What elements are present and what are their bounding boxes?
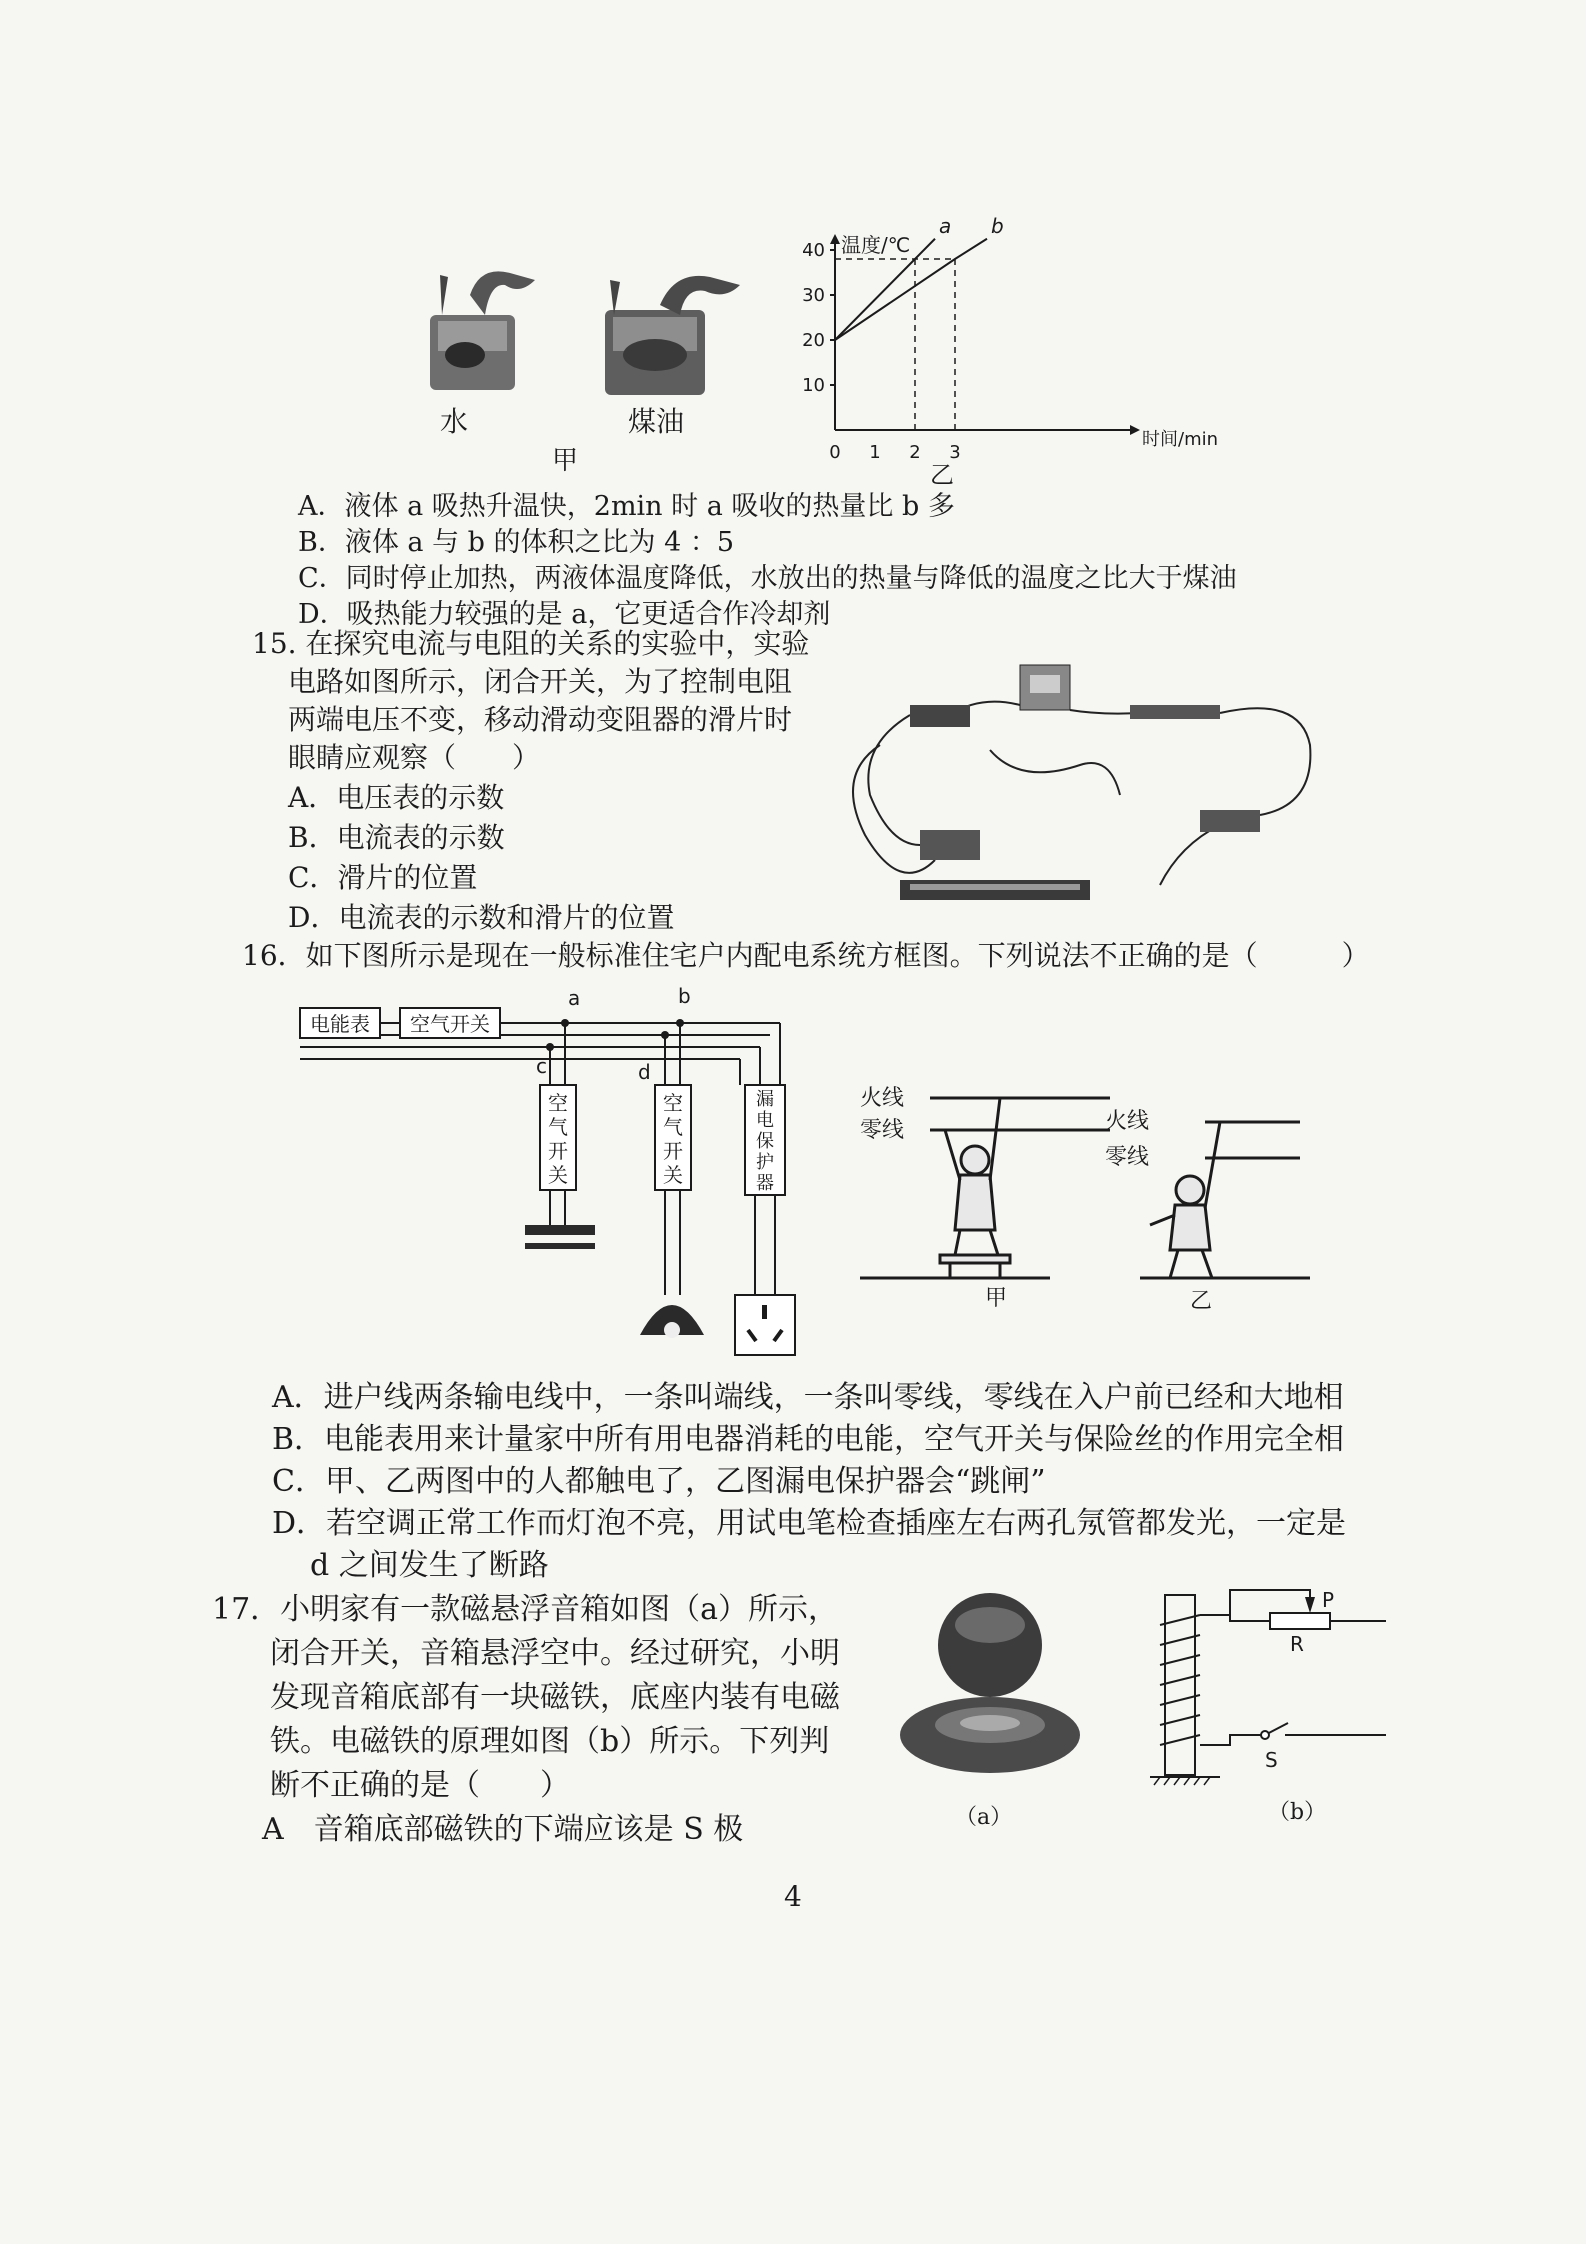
power-supply (910, 705, 970, 727)
q15-stem-line3: 两端电压不变，移动滑动变阻器的滑片时 (288, 703, 793, 736)
kerosene-beaker (605, 276, 740, 395)
x-tick-label: 2 (909, 442, 921, 463)
switch (920, 830, 980, 860)
water-beaker (430, 271, 535, 390)
x-tick-label: 1 (869, 442, 881, 463)
q15-stem-line1: 15. 在探究电流与电阻的关系的实验中，实验 (252, 627, 810, 660)
q14-option-b: B．液体 a 与 b 的体积之比为 4 ：5 (298, 527, 735, 558)
person-yi (1150, 1122, 1220, 1278)
person-jia (940, 1098, 1010, 1278)
neutral-wire-label-jia: 零线 (860, 1118, 905, 1143)
main-switch-label: 空气开关 (410, 1012, 490, 1036)
q17-stem-line3: 发现音箱底部有一块磁铁，底座内装有电磁 (270, 1680, 840, 1715)
q14-option-c: C．同时停止加热，两液体温度降低，水放出的热量与降低的温度之比大于煤油 (298, 563, 1237, 594)
q17-option-a: A 音箱底部磁铁的下端应该是 S 极 (262, 1812, 744, 1847)
beakers-figure (410, 255, 780, 485)
q16-stem: 16．如下图所示是现在一般标准住宅户内配电系统方框图。下列说法不正确的是（ ） (242, 939, 1370, 972)
point-b-label: b (678, 984, 691, 1008)
x-tick-label: 0 (829, 442, 841, 463)
q16-option-c: C．甲、乙两图中的人都触电了，乙图漏电保护器会“跳闸” (272, 1464, 1046, 1499)
leakage-protector-label: 漏电保护器 (756, 1089, 774, 1194)
y-tick-label: 10 (802, 375, 825, 396)
air-switch-2-label: 空气开关 (663, 1091, 683, 1187)
electrocution-figure (860, 1080, 1340, 1340)
live-wire-label-jia: 火线 (860, 1086, 905, 1111)
x-tick-label: 3 (949, 442, 961, 463)
caption-jia: 甲 (985, 1286, 1008, 1311)
live-wire-label-yi: 火线 (1105, 1109, 1150, 1134)
page-number: 4 (784, 1880, 802, 1913)
rheostat-r (1270, 1613, 1330, 1629)
q15-circuit-photo (840, 655, 1320, 915)
figure-yi-caption: 乙 (930, 461, 954, 489)
q17-stem-line1: 17．小明家有一款磁悬浮音箱如图（a）所示， (212, 1592, 839, 1627)
kerosene-label: 煤油 (628, 405, 685, 438)
socket (735, 1295, 795, 1355)
point-c-label: c (536, 1054, 547, 1078)
label-r: R (1290, 1632, 1304, 1656)
q16-option-d-cont: d 之间发生了断路 (310, 1548, 549, 1583)
point-d-label: d (638, 1060, 651, 1084)
neutral-wire-label-yi: 零线 (1105, 1145, 1150, 1170)
q17-stem-line4: 铁。电磁铁的原理如图（b）所示。下列判 (270, 1724, 830, 1759)
maglev-speaker-photo (895, 1585, 1085, 1815)
q15-option-b: B．电流表的示数 (288, 821, 505, 854)
air-switch-1-label: 空气开关 (548, 1091, 568, 1187)
slider-p (1305, 1597, 1315, 1613)
q14-option-a: A．液体 a 吸热升温快，2min 时 a 吸收的热量比 b 多 (298, 491, 955, 522)
fig-b-caption: （b） (1268, 1800, 1327, 1825)
y-axis-arrow (830, 234, 840, 244)
point-a-label: a (568, 986, 581, 1010)
series-label-a: a (939, 213, 952, 238)
y-tick-label: 40 (802, 240, 825, 261)
label-s: S (1265, 1748, 1278, 1772)
q17-stem-line5: 断不正确的是（ ） (270, 1768, 570, 1803)
water-label: 水 (440, 405, 469, 438)
air-conditioner (525, 1225, 595, 1235)
resistor-holder (1130, 705, 1220, 719)
series-label-b: b (991, 213, 1004, 238)
x-axis-title: 时间/min (1142, 429, 1219, 450)
q15-option-c: C．滑片的位置 (288, 861, 478, 894)
caption-yi: 乙 (1190, 1289, 1213, 1314)
y-tick-label: 20 (802, 330, 825, 351)
voltmeter (1200, 810, 1260, 832)
q16-option-b: B．电能表用来计量家中所有用电器消耗的电能，空气开关与保险丝的作用完全相 (272, 1422, 1345, 1457)
q17-stem-line2: 闭合开关，音箱悬浮空中。经过研究，小明 (270, 1636, 840, 1671)
y-tick-label: 30 (802, 285, 825, 306)
q14-option-d: D．吸热能力较强的是 a，它更适合作冷却剂 (298, 599, 831, 630)
q16-option-a: A．进户线两条输电线中，一条叫端线，一条叫零线，零线在入户前已经和大地相 (272, 1380, 1344, 1415)
electromagnet-circuit (1150, 1585, 1386, 1800)
y-axis-title: 温度/℃ (841, 233, 911, 257)
q15-option-a: A．电压表的示数 (288, 781, 505, 814)
q15-option-d: D．电流表的示数和滑片的位置 (288, 901, 675, 934)
x-axis-arrow (1130, 425, 1140, 435)
q15-stem-line4: 眼睛应观察（ ） (288, 741, 541, 774)
q16-option-d: D．若空调正常工作而灯泡不亮，用试电笔检查插座左右两孔氖管都发光，一定是 (272, 1506, 1347, 1541)
temperature-time-chart (770, 213, 1219, 490)
q15-stem-line2: 电路如图所示，闭合开关，为了控制电阻 (288, 665, 793, 698)
label-p: P (1322, 1588, 1335, 1612)
distribution-diagram (300, 975, 820, 1375)
figure-jia-caption: 甲 (552, 446, 579, 476)
energy-meter-label: 电能表 (310, 1012, 370, 1036)
fig-a-caption: （a） (955, 1805, 1013, 1830)
